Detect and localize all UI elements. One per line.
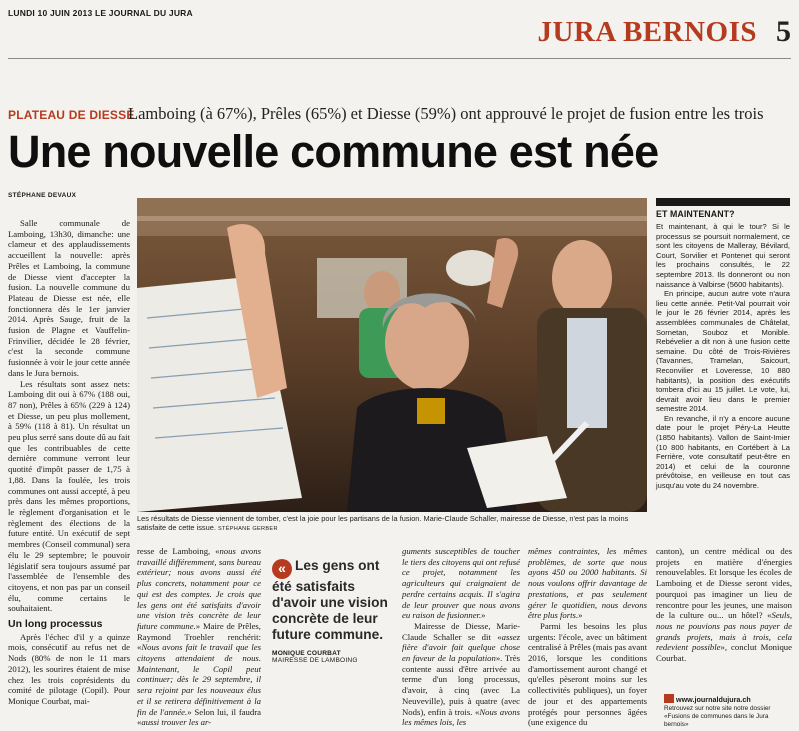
sidebar-text bbox=[656, 222, 790, 491]
web-line: «Fusions de communes dans le Jura bernois» bbox=[664, 713, 769, 728]
photo-credit: STÉPHANE GERBER bbox=[217, 526, 278, 532]
sidebar-title: ET MAINTENANT? bbox=[656, 209, 735, 219]
subheading: Un long processus bbox=[8, 618, 103, 631]
paragraph: Salle communale de Lamboing, 13h30, dimanche: une clameur et des applaudissements accueillent la nouvelle: après Prêles et Lamboing, la commune de Diesse vient d'accepter la fusion. La nouvelle commune du Plateau de Diesse est née, elle fonctionnera dès le 1er janvier 2014. Après Sauge, fruit de la fusion de Plagne et Vauffelin-Frinvilier, décidée le 28 février, c'est la seconde commune fusionnée à voir le jour cette année dans le Jura bernois. bbox=[8, 218, 130, 378]
paragraph: canton), un centre médical ou des projets en matière d'énergies renouvelables. Et lorsque les écoles de Lamboing et de Diesse seront vides, pourquoi pas imaginer un lieu de rencontre pour les jeunes, une maison de la culture ou... un hôtel? «Seuls, nous ne pouvions pas nous payer de grands projets, mais à trois, cela redevient possible», conclut Monique Courbat. bbox=[656, 546, 792, 664]
paragraph: resse de Lamboing, «nous avons travaillé différemment, sans bureau extérieur; nous avons aussi été plus concrets, notamment pour ce qui est des comptes. Je crois que les gens ont été satisfaits d'avoir une vision très concrète de leur future commune.» Maire de Prêles, Raymond Troehler renchérit: «Nous avons fait le travail que les citoyens attendaient de nous. Maintenant, le Copil peut continuer; dès le 29 septembre, il sera rejoint par les nouveaux élus et il se retirera définitivement à la fin de l'année.» Selon lui, il faudra «aussi trouver les ar- bbox=[137, 546, 261, 728]
paragraph: guments susceptibles de toucher le tiers des citoyens qui ont refusé ce projet, notamment les agriculteurs qui craignaient de perdre certains acquis. Il s'agira de leur prouver que nous avons eu raison de fusionner.» bbox=[402, 546, 520, 621]
article-column-5 bbox=[656, 546, 792, 664]
sidebar-bar bbox=[656, 198, 790, 206]
web-promo bbox=[664, 694, 794, 729]
page-number: 5 bbox=[776, 15, 791, 48]
deck: Lamboing (à 67%), Prêles (65%) et Diesse (59%) ont approuvé le projet de fusion entre les trois bbox=[128, 104, 764, 123]
section-title: JURA BERNOIS bbox=[537, 16, 757, 48]
header-rule bbox=[8, 58, 791, 59]
paragraph: mêmes contraintes, les mêmes problèmes, de sorte que nous ayons 450 ou 2000 habitants. Si nous voulons offrir davantage de prestations, et pas seulement gérer le quotidien, nous devons être plus forts.» bbox=[528, 546, 647, 621]
article-column-1 bbox=[8, 218, 130, 707]
quote-author: MONIQUE COURBAT bbox=[272, 650, 341, 657]
photo-caption bbox=[137, 514, 647, 534]
article-column-2 bbox=[137, 546, 261, 728]
paragraph: Les résultats sont assez nets: Lamboing dit oui à 67% (188 oui, 87 non), Prêles à 65% (229 à 124) et Diesse, un peu plus mollement, à 59% (118 à 81). Un résultat un peu plus serré sans doute dû au fait que les contribuables de cette dernière commune verront leur quotité d'impôt passer de 1,75 à 1,88. Dans la foulée, les trois communes ont aussi accepté, à peu près dans les mêmes proportions, le règlement d'organisation et le règlement des élections de la future entité. Un exécutif de sept membres (Conseil communal) sera élu le 29 septembre; le pouvoir législatif sera toujours assumé par l'assemblée de l'ensemble des citoyens, et non pas par un conseil élu, comme certains le souhaitaient. bbox=[8, 378, 130, 614]
web-icon bbox=[664, 694, 674, 703]
article-column-4 bbox=[528, 546, 647, 728]
caption-text: Les résultats de Diesse viennent de tomber, c'est la joie pour les partisans de la fusion. Marie-Claude Schaller, mairesse de Diesse, n'est pas la moins satisfaite de cette issue. bbox=[137, 514, 629, 532]
photo bbox=[137, 198, 647, 512]
paragraph: En revanche, il n'y a encore aucune date pour le projet Péry-La Heutte (1850 habitants). Vallon de Saint-Imier (10 800 habitants, en Cortébert à La Ferrière, vote consultatif peut-être en 2014) et celui de la couronne prévôtoise, en veilleuse en tout cas jusqu'au vote du 24 novembre. bbox=[656, 413, 790, 491]
quote-role: MAIRESSE DE LAMBOING bbox=[272, 657, 358, 664]
quote-icon: « bbox=[272, 559, 292, 579]
date-text: LUNDI 10 JUIN 2013 bbox=[8, 8, 93, 18]
web-line: Retrouvez sur notre site notre dossier bbox=[664, 705, 771, 712]
photo-illustration bbox=[137, 198, 647, 512]
article-column-3 bbox=[402, 546, 520, 728]
paragraph: Et maintenant, à qui le tour? Si le processus se poursuit normalement, ce sont les citoyens de Malleray, Bévilard, Court, Sorvilier et Pontenet qui seront les prochains consultés, le 22 septembre 2013. Ils donneront ou non naissance à Valbirse (5600 habitants). bbox=[656, 222, 790, 289]
paragraph: Parmi les besoins les plus urgents: l'école, avec un bâtiment centralisé à Prêles (mais pas avant 2016, lorsque les conditions d'amortissement auront changé et qu'elles pèseront moins sur les collectivités publiques), un foyer de jour et des appartements protégés pour personnes âgées (une exigence du bbox=[528, 620, 647, 728]
dateline bbox=[8, 8, 193, 18]
web-url[interactable]: www.journaldujura.ch bbox=[676, 695, 751, 704]
quote-text: Les gens ont été satisfaits d'avoir une vision concrète de leur future commune. bbox=[272, 558, 388, 642]
paragraph: Mairesse de Diesse, Marie-Claude Schaller se dit «assez fière d'avoir fait quelque chose en faveur de la population». Très contente aussi d'être arrivée au terme d'un long processus, d'avoir, à cinq (avec La Neuveville), puis à quatre (avec Nods), enfin à trois. «Nous avons les mêmes lois, les bbox=[402, 620, 521, 728]
paragraph: En principe, aucun autre vote n'aura lieu cette année. Petit-Val pourrait voir le jour le 26 février 2014, après les assemblées communales de Châtelat, Sornetan, Souboz et Monible. Rebévelier a dit non à une fusion cette semaine. Du côté de Trois-Rivières (Tavannes, Tramelan, Saicourt, Reconvilier et Loveresse, 10 880 habitants), la position des exécutifs tombera d'ici au 15 juillet. Le vote, lui, devrait avoir lieu dans le premier semestre 2014. bbox=[656, 289, 790, 414]
headline: Une nouvelle commune est née bbox=[8, 126, 659, 177]
newspaper-name: LE JOURNAL DU JURA bbox=[94, 8, 193, 18]
kicker: PLATEAU DE DIESSE bbox=[8, 108, 135, 122]
pull-quote bbox=[272, 558, 395, 664]
byline: STÉPHANE DEVAUX bbox=[8, 192, 77, 199]
sidebar-box bbox=[656, 198, 790, 491]
paragraph: Après l'échec d'il y a quinze mois, consécutif au refus net de Nods (80% de non le 11 mars 2012), les sourires étaient de mise chez les trois coprésidents du comité de pilotage (Copil). Pour Monique Courbat, mai- bbox=[8, 631, 130, 706]
